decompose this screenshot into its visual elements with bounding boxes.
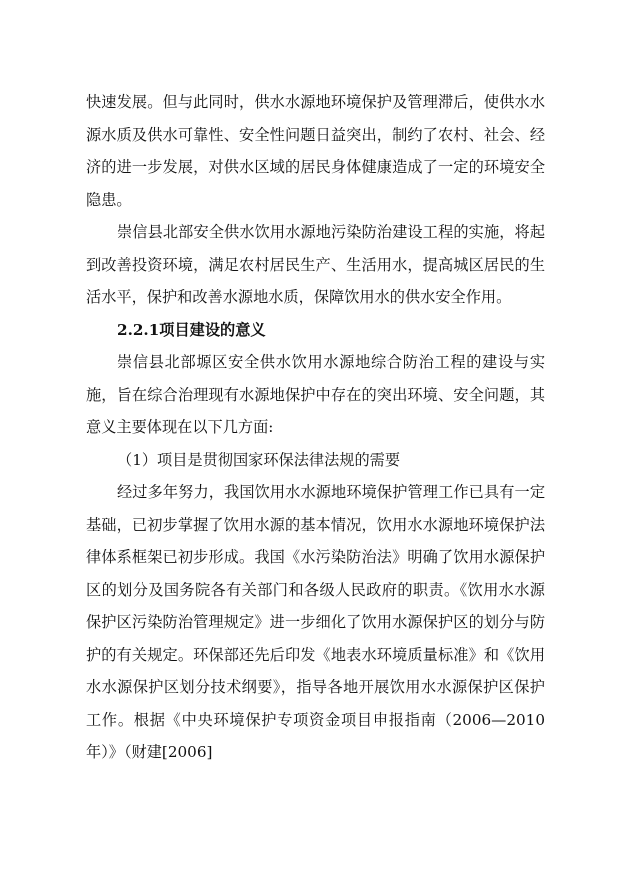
paragraph-significance-intro: 崇信县北部塬区安全供水饮用水源地综合防治工程的建设与实施，旨在综合治理现有水源地保护中存在的突出环境、安全问题，其意义主要体现在以下几方面:	[86, 353, 545, 436]
section-heading: 2.2.1项目建设的意义	[117, 320, 266, 339]
document-body	[86, 86, 545, 769]
paragraph-project-implementation: 崇信县北部安全供水饮用水源地污染防治建设工程的实施，将起到改善投资环境，满足农村居民生产、生活用水，提高城区居民的生活水平，保护和改善水源地水质，保障饮用水的供水安全作用。	[86, 223, 545, 306]
paragraph-legal-framework: 经过多年努力，我国饮用水水源地环境保护管理工作已具有一定基础，已初步掌握了饮用水源的基本情况，饮用水水源地环境保护法律体系框架已初步形成。我国《水污染防治法》明确了饮用水源保护区的划分及国务院各有关部门和各级人民政府的职责。《饮用水水源保护区污染防治管理规定》进一步细化了饮用水源保护区的划分与防护的有关规定。环保部还先后印发《地表水环境质量标准》和《饮用水水源保护区划分技术纲要》，指导各地开展饮用水水源保护区保护工作。根据《中央环境保护专项资金项目申报指南（2006—2010年）》（财建[2006]	[86, 483, 545, 761]
paragraph-development: 快速发展。但与此同时，供水水源地环境保护及管理滞后，使供水水源水质及供水可靠性、安全性问题日益突出，制约了农村、社会、经济的进一步发展，对供水区域的居民身体健康造成了一定的环境安全隐患。	[86, 93, 545, 209]
subheading-item-1: （1）项目是贯彻国家环保法律法规的需要	[117, 450, 401, 469]
